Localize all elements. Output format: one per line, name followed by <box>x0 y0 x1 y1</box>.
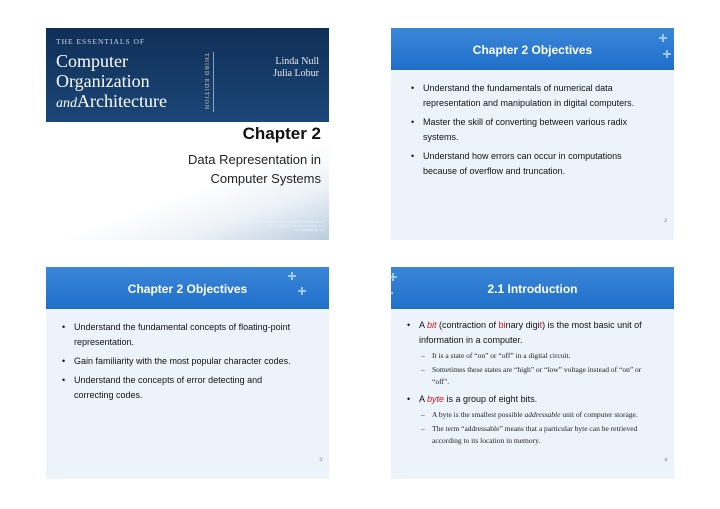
page-number: 3 <box>319 457 322 463</box>
sub-item: – Sometimes these states are “high” or “low” voltage instead of “on” or “off”. <box>419 364 655 388</box>
credit-line-3: www.jblearning.com <box>294 228 325 232</box>
sub-list <box>419 350 655 388</box>
text: A <box>419 394 428 404</box>
subtitle-line-1: Data Representation in <box>188 152 321 167</box>
cover-title-computer: Computer <box>56 51 128 71</box>
page-number: 2 <box>664 218 667 224</box>
bullet-item: • Understand the concepts of error detecting and correcting codes. <box>60 373 300 403</box>
chapter-title: Chapter 2 <box>242 124 321 143</box>
cover-divider <box>213 52 214 112</box>
cover-authors <box>273 56 319 80</box>
cover-title-architecture <box>56 92 167 113</box>
term-byte: byte <box>427 394 445 404</box>
cover-edition: THIRD EDITION <box>203 53 209 111</box>
slide-title: Chapter 2 Objectives <box>472 43 593 57</box>
cover-title-organization: Organization <box>56 71 150 91</box>
bullet-item: • Understand the fundamentals of numerical data representation and manipulation in digital computers. <box>409 81 649 111</box>
cover-essentials: THE ESSENTIALS OF <box>56 37 146 46</box>
slide-header <box>391 28 674 70</box>
credit-line-1: Background image © Andrejs Pidjass/ShutterStock, Inc <box>242 220 325 224</box>
text: unit of computer storage. <box>560 410 638 419</box>
text: ) is the most basic unit of information in a computer. <box>419 320 642 345</box>
sub-list <box>419 409 655 447</box>
text: nary digi <box>505 320 540 330</box>
slide-header <box>46 267 329 309</box>
highlight-bi: bi <box>498 320 506 330</box>
emphasis: addressable <box>524 410 561 419</box>
bullet-list <box>60 320 300 407</box>
credit-line-2: © 2012 Jones & Bartlett Learning, LLC <box>266 224 325 228</box>
bullet-item: • Gain familiarity with the most popular character codes. <box>60 354 300 369</box>
bullet-item: • Understand the fundamental concepts of floating-point representation. <box>60 320 300 350</box>
sub-item <box>419 409 655 421</box>
author-2: Julia Lobur <box>273 68 319 79</box>
page-number: 4 <box>664 457 667 463</box>
slide-header <box>391 267 674 309</box>
chapter-subtitle <box>188 150 321 188</box>
bullet-list <box>409 81 649 183</box>
text: A byte is the smallest possible <box>432 410 525 419</box>
subtitle-line-2: Computer Systems <box>210 171 321 186</box>
title-slide <box>46 28 329 240</box>
slide-title: 2.1 Introduction <box>487 282 578 296</box>
sub-item: – It is a state of “on” or “off” in a digital circuit. <box>419 350 655 362</box>
highlight-t: t <box>539 320 543 330</box>
bullet-list <box>405 318 655 451</box>
term-bit: bit <box>427 320 437 330</box>
author-1: Linda Null <box>275 56 319 67</box>
text: is a group of eight bits. <box>444 394 538 404</box>
slide-objectives-2 <box>46 267 329 479</box>
text: A <box>419 320 428 330</box>
slide-title: Chapter 2 Objectives <box>127 282 248 296</box>
text: (contraction of <box>436 320 499 330</box>
cover-and: and <box>56 96 77 111</box>
slide-objectives-1 <box>391 28 674 240</box>
slide-introduction <box>391 267 674 479</box>
bullet-bit <box>405 318 655 388</box>
bullet-byte <box>405 392 655 447</box>
bullet-item: • Understand how errors can occur in computations because of overflow and truncation. <box>409 149 649 179</box>
sub-item: – The term “addressable” means that a particular byte can be retrieved according to its location in memory. <box>419 423 655 447</box>
book-cover-band <box>46 28 329 122</box>
cover-architecture: Architecture <box>77 91 167 111</box>
bullet-item: • Master the skill of converting between various radix systems. <box>409 115 649 145</box>
image-credit <box>242 220 325 232</box>
